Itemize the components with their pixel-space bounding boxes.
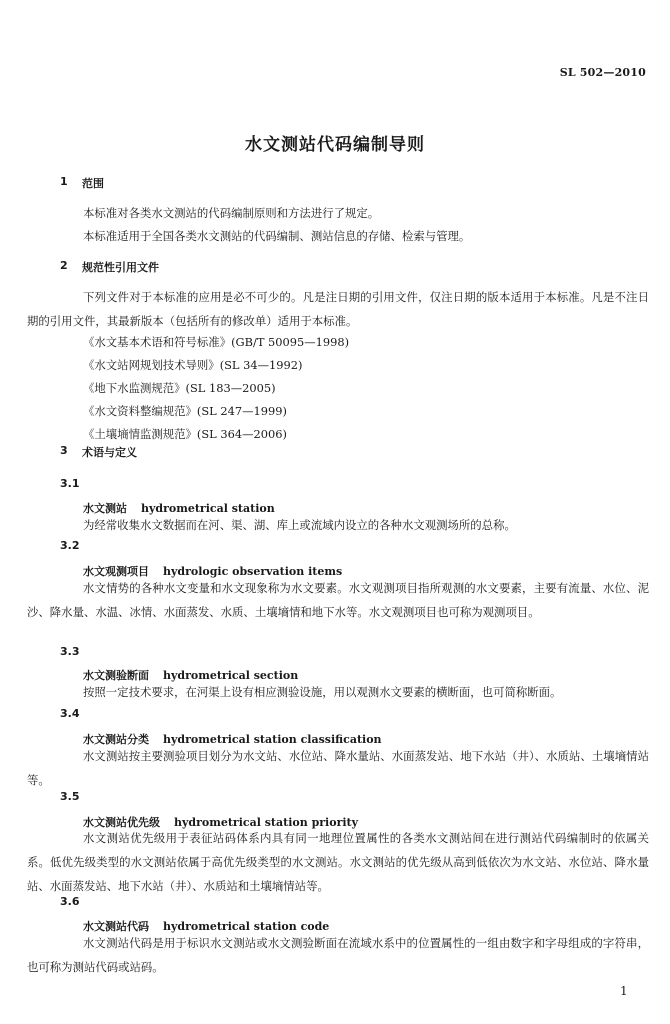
term-english: hydrometrical station priority (174, 816, 359, 829)
term-definition: 为经常收集水文数据而在河、渠、湖、库上或流域内设立的各种水文观测场所的总称。 (83, 518, 516, 532)
clause-number: 3.1 (60, 477, 80, 490)
reference-item: 《水文资料整编规范》(SL 247—1999) (83, 404, 287, 418)
section-1-paragraph: 本标准对各类水文测站的代码编制原则和方法进行了规定。 (83, 206, 380, 220)
section-2-title: 规范性引用文件 (82, 261, 159, 274)
clause-number: 3.5 (60, 790, 80, 803)
section-3-number: 3 (60, 444, 68, 457)
clause-number: 3.3 (60, 645, 80, 658)
section-2-number: 2 (60, 259, 68, 272)
section-1-title: 范围 (82, 177, 104, 190)
term-definition: 按照一定技术要求，在河渠上设有相应测验设施，用以观测水文要素的横断面，也可简称断面。 (83, 685, 562, 699)
term-definition: 水文测站代码是用于标识水文测站或水文测验断面在流域水系中的位置属性的一组由数字和字母组成的字符串，也可称为测站代码或站码。 (27, 936, 649, 974)
section-2-intro: 下列文件对于本标准的应用是必不可少的。凡是注日期的引用文件，仅注日期的版本适用于本标准。凡是不注日期的引用文件，其最新版本（包括所有的修改单）适用于本标准。 (27, 290, 649, 328)
section-1-number: 1 (60, 175, 68, 188)
term-english: hydrometrical station classification (163, 733, 382, 746)
term-chinese: 水文测站分类 (83, 733, 149, 746)
term-chinese: 水文测站 (83, 502, 127, 515)
section-1-paragraph: 本标准适用于全国各类水文测站的代码编制、测站信息的存储、检索与管理。 (83, 229, 471, 243)
term-english: hydrometrical section (163, 669, 299, 682)
reference-item: 《地下水监测规范》(SL 183—2005) (83, 381, 276, 395)
term-english: hydrometrical station (141, 502, 275, 515)
clause-number: 3.4 (60, 707, 80, 720)
section-3-title: 术语与定义 (82, 446, 137, 459)
reference-item: 《水文基本术语和符号标准》(GB/T 50095—1998) (83, 335, 350, 349)
term-definition: 水文情势的各种水文变量和水文现象称为水文要素。水文观测项目指所观测的水文要素，主要有流量、水位、泥沙、降水量、水温、冰情、水面蒸发、水质、土壤墒情和地下水等。水文观测项目也可称为观测项目。 (27, 581, 649, 619)
standard-code: SL 502—2010 (559, 66, 646, 79)
term-chinese: 水文观测项目 (83, 565, 149, 578)
clause-number: 3.2 (60, 539, 80, 552)
clause-number: 3.6 (60, 895, 80, 908)
document-title: 水文测站代码编制导则 (245, 135, 425, 155)
term-english: hydrometrical station code (163, 920, 330, 933)
term-chinese: 水文测站代码 (83, 920, 149, 933)
reference-item: 《土壤墒情监测规范》(SL 364—2006) (83, 427, 287, 441)
term-definition: 水文测站优先级用于表征站码体系内具有同一地理位置属性的各类水文测站间在进行测站代码编制时的依属关系。低优先级类型的水文测站依属于高优先级类型的水文测站。水文测站的优先级从高到低依次为水文站、水位站、降水量站、水面蒸发站、地下水站（井）、水质站和土壤墒情站等。 (27, 831, 649, 893)
term-chinese: 水文测验断面 (83, 669, 149, 682)
page-number: 1 (620, 984, 628, 998)
term-chinese: 水文测站优先级 (83, 816, 160, 829)
reference-item: 《水文站网规划技术导则》(SL 34—1992) (83, 358, 303, 372)
term-english: hydrologic observation items (163, 565, 343, 578)
term-definition: 水文测站按主要测验项目划分为水文站、水位站、降水量站、水面蒸发站、地下水站（井）、水质站、土壤墒情站等。 (27, 749, 649, 787)
